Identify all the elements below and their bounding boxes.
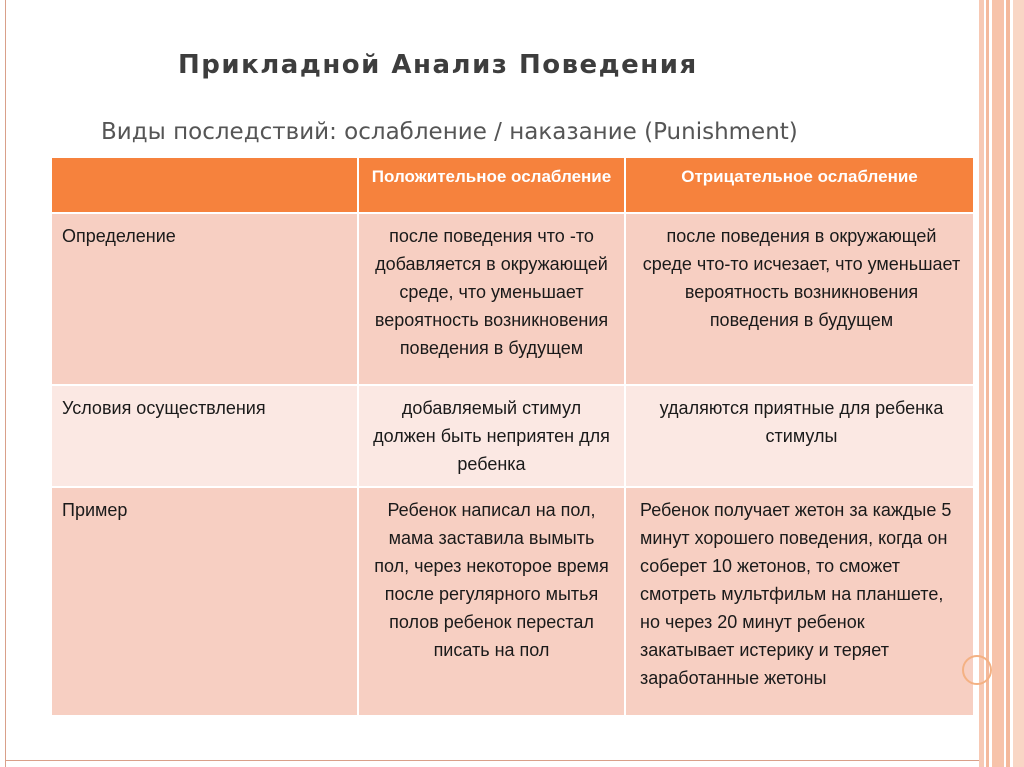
table-row: [51, 385, 974, 487]
header-cell-negative: Отрицательное ослабление: [625, 157, 974, 213]
decorative-stripe: [1013, 0, 1024, 767]
table-row: [51, 487, 974, 716]
row-label: Условия осуществления: [51, 385, 358, 487]
cell-positive: после поведения что -то добавляется в окружающей среде, что уменьшает вероятность возникновения поведения в будущем: [358, 213, 625, 385]
table-header-row: [51, 157, 974, 213]
slide-title: Прикладной Анализ Поведения: [178, 50, 698, 80]
row-label: Пример: [51, 487, 358, 716]
decorative-circle: [962, 655, 992, 685]
frame-line-left: [5, 0, 6, 767]
frame-line-bottom: [5, 760, 979, 761]
decorative-stripe: [1006, 0, 1010, 767]
cell-positive: Ребенок написал на пол, мама заставила вымыть пол, через некоторое время после регулярного мытья полов ребенок перестал писать на пол: [358, 487, 625, 716]
row-label: Определение: [51, 213, 358, 385]
cell-positive: добавляемый стимул должен быть неприятен для ребенка: [358, 385, 625, 487]
header-cell-empty: [51, 157, 358, 213]
decorative-stripe: [986, 0, 989, 767]
cell-negative: удаляются приятные для ребенка стимулы: [625, 385, 974, 487]
decorative-stripe: [979, 0, 984, 767]
table-row: [51, 213, 974, 385]
slide-subtitle: Виды последствий: ослабление / наказание (Punishment): [101, 119, 798, 145]
cell-negative: Ребенок получает жетон за каждые 5 минут хорошего поведения, когда он соберет 10 жетонов, то сможет смотреть мультфильм на планшете, но через 20 минут ребенок закатывает истерику и теряет заработанные жетоны: [625, 487, 974, 716]
cell-negative: после поведения в окружающей среде что-то исчезает, что уменьшает вероятность возникновения поведения в будущем: [625, 213, 974, 385]
comparison-table: [50, 156, 975, 717]
decorative-stripe: [992, 0, 1004, 767]
header-cell-positive: Положительное ослабление: [358, 157, 625, 213]
